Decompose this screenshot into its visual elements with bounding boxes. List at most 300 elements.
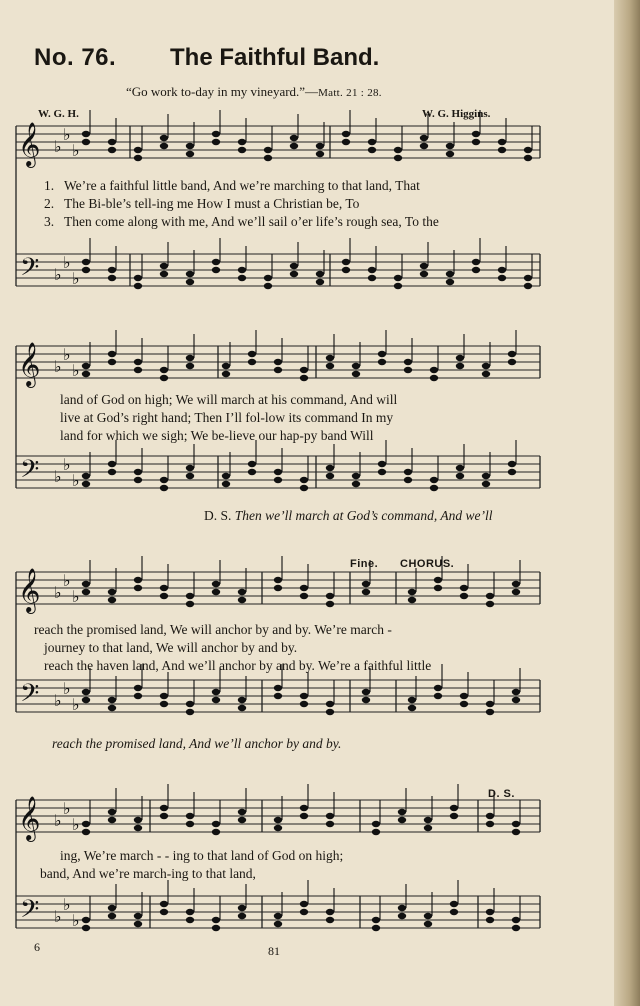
fine-marker: Fine. — [350, 558, 379, 570]
note-head — [378, 351, 386, 357]
note-head — [434, 577, 442, 583]
note-head — [212, 581, 220, 587]
verse-3-text: Then come along with me, And we’ll sail o’er life’s rough sea, To the — [64, 214, 439, 229]
flat-sign: ♭ — [54, 907, 62, 926]
note-head — [498, 147, 506, 153]
note-head — [186, 355, 194, 361]
note-head — [394, 155, 402, 161]
note-head — [290, 263, 298, 269]
note-head — [82, 131, 90, 137]
verse-2-text: band, And we’re march-ing to that land, — [40, 866, 256, 881]
note-head — [512, 689, 520, 695]
note-head — [300, 805, 308, 811]
flat-sign: ♭ — [54, 811, 62, 830]
note-head — [160, 693, 168, 699]
note-head — [482, 363, 490, 369]
flat-sign: ♭ — [63, 799, 71, 818]
note-head — [274, 913, 282, 919]
flat-sign: ♭ — [63, 253, 71, 272]
note-head — [160, 805, 168, 811]
flat-sign: ♭ — [63, 455, 71, 474]
note-head — [326, 917, 334, 923]
note-head — [160, 901, 168, 907]
note-head — [472, 259, 480, 265]
note-head — [108, 469, 116, 475]
note-head — [160, 135, 168, 141]
note-head — [398, 809, 406, 815]
ds-lyric — [204, 508, 493, 524]
lyric-line — [44, 214, 439, 230]
note-head — [472, 267, 480, 273]
flat-sign: ♭ — [72, 361, 80, 380]
note-head — [512, 697, 520, 703]
note-head — [352, 363, 360, 369]
bass-clef: 𝄢 — [20, 253, 40, 288]
note-head — [362, 589, 370, 595]
note-head — [108, 905, 116, 911]
treble-clef: 𝄞 — [18, 796, 41, 840]
note-head — [460, 693, 468, 699]
flat-sign: ♭ — [72, 911, 80, 930]
note-head — [368, 267, 376, 273]
note-head — [372, 917, 380, 923]
flat-sign: ♭ — [72, 695, 80, 714]
flat-sign: ♭ — [72, 269, 80, 288]
note-head — [108, 697, 116, 703]
note-head — [486, 601, 494, 607]
verse-2-text: live at God’s right hand; Then I’ll fol-low its command In my — [60, 410, 394, 425]
note-head — [134, 367, 142, 373]
note-head — [82, 473, 90, 479]
note-head — [108, 139, 116, 145]
note-head — [430, 477, 438, 483]
note-head — [378, 359, 386, 365]
composer: W. G. Higgins. — [422, 108, 491, 120]
note-head — [300, 701, 308, 707]
bass-clef: 𝄢 — [20, 895, 40, 930]
note-head — [82, 917, 90, 923]
note-head — [424, 921, 432, 927]
verse-number: 2. — [44, 196, 55, 211]
note-head — [300, 585, 308, 591]
note-head — [212, 589, 220, 595]
flat-sign: ♭ — [63, 679, 71, 698]
note-head — [326, 909, 334, 915]
note-head — [512, 917, 520, 923]
note-head — [134, 921, 142, 927]
note-head — [316, 143, 324, 149]
verse-number: 3. — [44, 214, 55, 229]
note-head — [248, 469, 256, 475]
note-head — [212, 917, 220, 923]
note-head — [160, 375, 168, 381]
bass-clef: 𝄢 — [20, 455, 40, 490]
flat-sign: ♭ — [54, 691, 62, 710]
book-spine — [614, 0, 640, 1006]
note-head — [450, 813, 458, 819]
verse-1-text: reach the promised land, We will anchor by and by. We’re march - — [34, 622, 392, 637]
note-head — [524, 147, 532, 153]
flat-sign: ♭ — [63, 125, 71, 144]
note-head — [274, 817, 282, 823]
note-head — [290, 143, 298, 149]
epigraph-text: “Go work to-day in my vineyard.”— — [126, 84, 319, 99]
verse-2-text: journey to that land, We will anchor by and by. — [44, 640, 298, 655]
note-head — [134, 147, 142, 153]
flat-sign: ♭ — [63, 895, 71, 914]
note-head — [482, 473, 490, 479]
note-head — [342, 131, 350, 137]
note-head — [326, 465, 334, 471]
note-head — [372, 821, 380, 827]
note-head — [446, 279, 454, 285]
note-head — [408, 597, 416, 603]
note-head — [238, 817, 246, 823]
note-head — [108, 817, 116, 823]
note-head — [486, 917, 494, 923]
note-head — [456, 465, 464, 471]
note-head — [134, 477, 142, 483]
note-head — [160, 485, 168, 491]
note-head — [326, 701, 334, 707]
note-head — [394, 275, 402, 281]
note-head — [326, 813, 334, 819]
note-head — [512, 589, 520, 595]
note-head — [420, 263, 428, 269]
note-head — [82, 581, 90, 587]
note-head — [160, 813, 168, 819]
note-head — [160, 585, 168, 591]
note-head — [368, 147, 376, 153]
note-head — [186, 151, 194, 157]
note-head — [134, 693, 142, 699]
note-head — [450, 909, 458, 915]
note-head — [290, 135, 298, 141]
note-head — [326, 355, 334, 361]
note-head — [326, 709, 334, 715]
note-head — [424, 913, 432, 919]
note-head — [212, 259, 220, 265]
note-head — [420, 135, 428, 141]
flat-sign: ♭ — [72, 587, 80, 606]
note-head — [82, 363, 90, 369]
note-head — [186, 701, 194, 707]
note-head — [398, 817, 406, 823]
note-head — [404, 367, 412, 373]
note-head — [372, 925, 380, 931]
verse-1-text: ing, We’re march - - ing to that land of God on high; — [60, 848, 344, 863]
note-head — [134, 577, 142, 583]
note-head — [274, 921, 282, 927]
note-head — [446, 143, 454, 149]
note-head — [248, 359, 256, 365]
note-head — [342, 267, 350, 273]
note-head — [108, 589, 116, 595]
flat-sign: ♭ — [72, 471, 80, 490]
note-head — [160, 143, 168, 149]
note-head — [300, 477, 308, 483]
note-head — [264, 147, 272, 153]
note-head — [238, 705, 246, 711]
flat-sign: ♭ — [54, 137, 62, 156]
treble-clef: 𝄞 — [18, 342, 41, 386]
note-head — [186, 465, 194, 471]
note-head — [450, 901, 458, 907]
lyric-line — [44, 196, 359, 212]
note-head — [134, 913, 142, 919]
note-head — [212, 131, 220, 137]
note-head — [274, 367, 282, 373]
chorus-marker: CHORUS. — [400, 558, 455, 570]
note-head — [160, 593, 168, 599]
note-head — [456, 473, 464, 479]
note-head — [300, 485, 308, 491]
note-head — [248, 351, 256, 357]
note-head — [82, 589, 90, 595]
note-head — [82, 259, 90, 265]
note-head — [238, 275, 246, 281]
epigraph-reference: Matt. 21 : 28. — [318, 87, 382, 99]
note-head — [274, 359, 282, 365]
bass-refrain-text: reach the promised land, And we’ll anchor by and by. — [52, 736, 342, 751]
note-head — [408, 705, 416, 711]
note-head — [326, 473, 334, 479]
treble-clef: 𝄞 — [18, 568, 41, 612]
note-head — [408, 697, 416, 703]
note-head — [498, 275, 506, 281]
note-head — [352, 473, 360, 479]
note-head — [160, 271, 168, 277]
page-number: 81 — [268, 944, 280, 958]
note-head — [326, 821, 334, 827]
note-head — [82, 925, 90, 931]
note-head — [82, 481, 90, 487]
note-head — [212, 925, 220, 931]
note-head — [186, 813, 194, 819]
note-head — [212, 267, 220, 273]
note-head — [424, 825, 432, 831]
note-head — [300, 367, 308, 373]
note-head — [460, 585, 468, 591]
note-head — [108, 705, 116, 711]
note-head — [456, 363, 464, 369]
note-head — [404, 359, 412, 365]
note-head — [300, 813, 308, 819]
note-head — [368, 275, 376, 281]
note-head — [408, 589, 416, 595]
note-head — [274, 469, 282, 475]
note-head — [134, 359, 142, 365]
note-head — [524, 275, 532, 281]
note-head — [186, 593, 194, 599]
note-head — [326, 363, 334, 369]
note-head — [300, 693, 308, 699]
note-head — [238, 597, 246, 603]
note-head — [362, 697, 370, 703]
note-head — [398, 913, 406, 919]
verse-3-text: reach the haven land, And we’ll anchor by and by. We’re a faithful little — [44, 658, 432, 673]
note-head — [82, 139, 90, 145]
note-head — [212, 821, 220, 827]
note-head — [248, 461, 256, 467]
note-head — [446, 151, 454, 157]
signature-mark: 6 — [34, 940, 40, 954]
flat-sign: ♭ — [54, 265, 62, 284]
note-head — [222, 363, 230, 369]
note-head — [186, 271, 194, 277]
note-head — [486, 821, 494, 827]
note-head — [460, 593, 468, 599]
note-head — [352, 371, 360, 377]
note-head — [108, 351, 116, 357]
flat-sign: ♭ — [54, 357, 62, 376]
note-head — [222, 371, 230, 377]
note-head — [186, 909, 194, 915]
verse-1-text: We’re a faithful little band, And we’re marching to that land, That — [64, 178, 420, 193]
note-head — [424, 817, 432, 823]
note-head — [186, 363, 194, 369]
hymn-number: No. 76. — [34, 44, 117, 71]
note-head — [238, 913, 246, 919]
note-head — [82, 697, 90, 703]
note-head — [108, 809, 116, 815]
note-head — [82, 821, 90, 827]
note-head — [394, 147, 402, 153]
flat-sign: ♭ — [63, 571, 71, 590]
ds-text: Then we’ll march at God’s command, And we’ll — [234, 508, 493, 523]
note-head — [238, 267, 246, 273]
lyric-line — [44, 178, 420, 194]
note-head — [482, 371, 490, 377]
flat-sign: ♭ — [72, 141, 80, 160]
flat-sign: ♭ — [63, 345, 71, 364]
note-head — [212, 829, 220, 835]
verse-2-text: The Bi-ble’s tell-ing me How I must a Christian be, To — [64, 196, 360, 211]
note-head — [300, 593, 308, 599]
note-head — [420, 143, 428, 149]
note-head — [404, 477, 412, 483]
note-head — [486, 593, 494, 599]
note-head — [450, 805, 458, 811]
note-head — [108, 275, 116, 281]
bass-clef: 𝄢 — [20, 679, 40, 714]
note-head — [238, 589, 246, 595]
note-head — [134, 685, 142, 691]
note-head — [222, 481, 230, 487]
note-head — [108, 597, 116, 603]
note-head — [274, 577, 282, 583]
note-head — [326, 601, 334, 607]
note-head — [486, 701, 494, 707]
flat-sign: ♭ — [72, 815, 80, 834]
note-head — [498, 139, 506, 145]
note-head — [362, 581, 370, 587]
note-head — [434, 693, 442, 699]
note-head — [316, 151, 324, 157]
note-head — [186, 917, 194, 923]
note-head — [482, 481, 490, 487]
note-head — [342, 259, 350, 265]
note-head — [134, 825, 142, 831]
note-head — [160, 909, 168, 915]
note-head — [212, 139, 220, 145]
note-head — [316, 279, 324, 285]
note-head — [160, 263, 168, 269]
note-head — [238, 147, 246, 153]
verse-number: 1. — [44, 178, 55, 193]
note-head — [316, 271, 324, 277]
note-head — [274, 685, 282, 691]
note-head — [134, 155, 142, 161]
note-head — [508, 461, 516, 467]
note-head — [524, 155, 532, 161]
note-head — [498, 267, 506, 273]
note-head — [372, 829, 380, 835]
note-head — [186, 473, 194, 479]
note-head — [186, 821, 194, 827]
note-head — [134, 817, 142, 823]
note-head — [434, 585, 442, 591]
note-head — [82, 689, 90, 695]
note-head — [186, 143, 194, 149]
note-head — [472, 139, 480, 145]
note-head — [134, 585, 142, 591]
note-head — [486, 709, 494, 715]
note-head — [342, 139, 350, 145]
note-head — [512, 925, 520, 931]
note-head — [512, 829, 520, 835]
note-head — [352, 481, 360, 487]
note-head — [508, 359, 516, 365]
verse-1-text: land of God on high; We will march at his command, And will — [60, 392, 398, 407]
note-head — [108, 147, 116, 153]
note-head — [186, 709, 194, 715]
flat-sign: ♭ — [54, 467, 62, 486]
note-head — [430, 485, 438, 491]
note-head — [160, 701, 168, 707]
note-head — [460, 701, 468, 707]
note-head — [524, 283, 532, 289]
note-head — [378, 469, 386, 475]
hymn-title: The Faithful Band. — [170, 44, 380, 71]
note-head — [238, 139, 246, 145]
note-head — [434, 685, 442, 691]
note-head — [134, 283, 142, 289]
note-head — [134, 469, 142, 475]
note-head — [508, 469, 516, 475]
note-head — [326, 593, 334, 599]
note-head — [264, 283, 272, 289]
note-head — [82, 267, 90, 273]
note-head — [238, 905, 246, 911]
note-head — [238, 697, 246, 703]
note-head — [274, 825, 282, 831]
flat-sign: ♭ — [54, 583, 62, 602]
note-head — [264, 275, 272, 281]
note-head — [108, 359, 116, 365]
ds-label: D. S. — [204, 508, 232, 523]
note-head — [486, 813, 494, 819]
note-head — [82, 371, 90, 377]
note-head — [430, 367, 438, 373]
note-head — [274, 693, 282, 699]
note-head — [404, 469, 412, 475]
note-head — [222, 473, 230, 479]
note-head — [398, 905, 406, 911]
note-head — [82, 829, 90, 835]
note-head — [368, 139, 376, 145]
note-head — [456, 355, 464, 361]
